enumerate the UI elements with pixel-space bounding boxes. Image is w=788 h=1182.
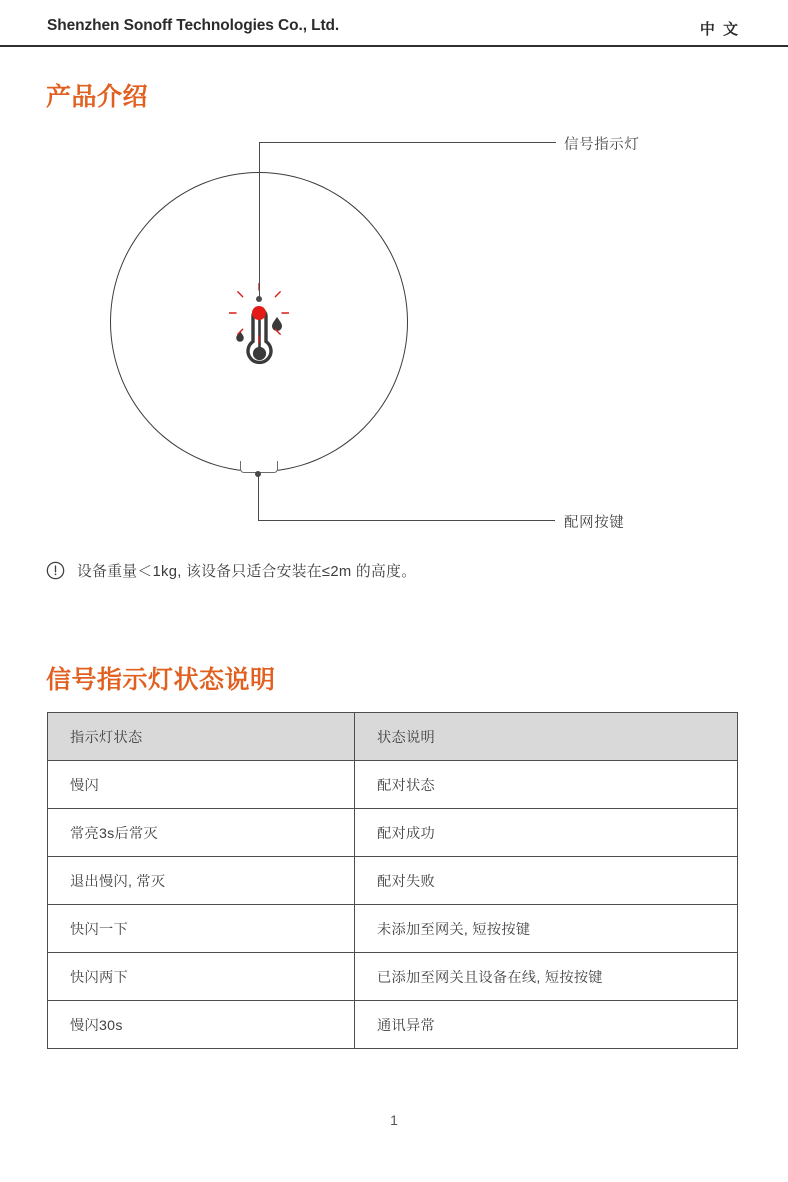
cell-led-state: 快闪一下 xyxy=(48,905,355,953)
cell-led-state: 退出慢闪, 常灭 xyxy=(48,857,355,905)
table-body xyxy=(48,761,738,1049)
leader-line-led-horizontal xyxy=(259,142,556,143)
cell-description: 配对成功 xyxy=(355,809,738,857)
installation-note xyxy=(46,560,416,581)
leader-line-button-horizontal xyxy=(258,520,555,521)
table-row xyxy=(48,1001,738,1049)
cell-led-state: 慢闪 xyxy=(48,761,355,809)
page-number: 1 xyxy=(390,1112,398,1128)
cell-description: 未添加至网关, 短按按键 xyxy=(355,905,738,953)
cell-led-state: 快闪两下 xyxy=(48,953,355,1001)
installation-note-text: 设备重量＜1kg, 该设备只适合安装在≤2m 的高度。 xyxy=(77,564,417,580)
page-header xyxy=(0,0,788,47)
callout-label-signal-led: 信号指示灯 xyxy=(564,137,640,153)
cell-description: 已添加至网关且设备在线, 短按按键 xyxy=(355,953,738,1001)
leader-line-led-vertical xyxy=(259,142,260,298)
language-label[interactable]: 中 文 xyxy=(699,21,740,38)
cell-led-state: 常亮3s后常灭 xyxy=(48,809,355,857)
section-title-product-intro: 产品介绍 xyxy=(46,83,149,111)
cell-description: 通讯异常 xyxy=(355,1001,738,1049)
table-row xyxy=(48,761,738,809)
cell-description: 配对状态 xyxy=(355,761,738,809)
section-title-led-status: 信号指示灯状态说明 xyxy=(46,666,276,694)
company-name: Shenzhen Sonoff Technologies Co., Ltd. xyxy=(47,17,340,34)
led-status-table xyxy=(47,712,738,1049)
table-header-row xyxy=(48,713,738,761)
cell-description: 配对失败 xyxy=(355,857,738,905)
table-row xyxy=(48,953,738,1001)
table-row xyxy=(48,809,738,857)
cell-led-state: 慢闪30s xyxy=(48,1001,355,1049)
table-header-description: 状态说明 xyxy=(355,713,738,761)
table-row xyxy=(48,857,738,905)
exclamation-circle-icon xyxy=(46,561,65,580)
product-diagram xyxy=(0,120,788,540)
callout-label-pairing-button: 配网按键 xyxy=(564,515,625,531)
leader-line-button-vertical xyxy=(258,474,259,521)
signal-led-indicator xyxy=(252,306,266,320)
table-row xyxy=(48,905,738,953)
table-header-led-state: 指示灯状态 xyxy=(48,713,355,761)
